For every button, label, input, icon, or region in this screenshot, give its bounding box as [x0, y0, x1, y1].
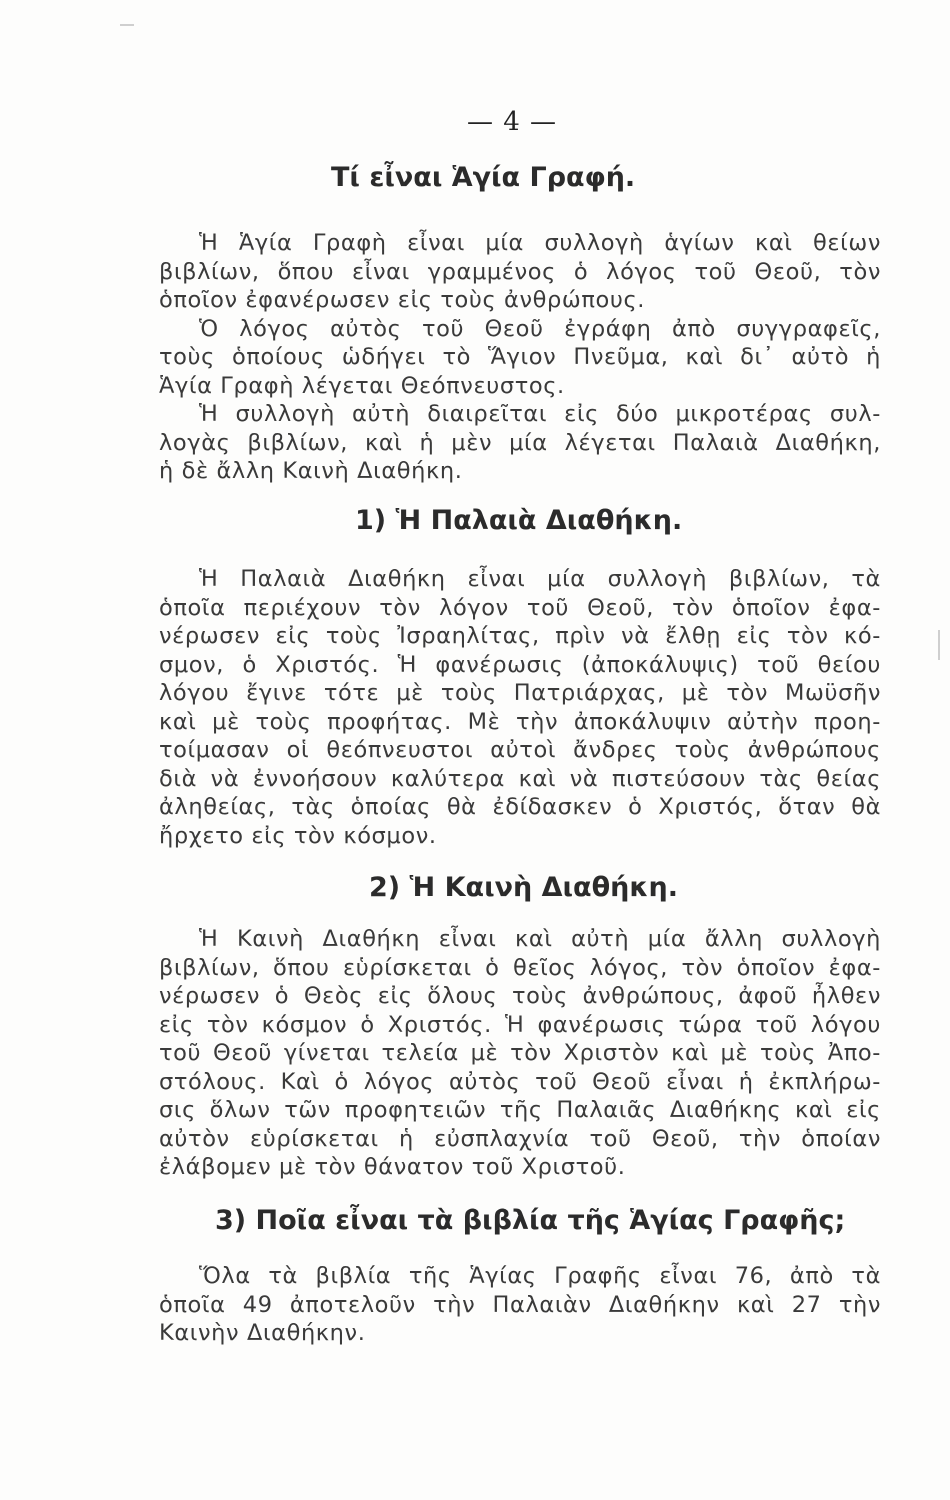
text-line: τοὺς ὁποίους ὡδήγει τὸ Ἅγιον Πνεῦμα, καὶ δι᾽ αὐτὸ ἡ — [159, 344, 881, 370]
text-line: τοῦ Θεοῦ γίνεται τελεία μὲ τὸν Χριστὸν καὶ μὲ τοὺς Ἀπο- — [159, 1040, 881, 1066]
intro-paragraph — [159, 229, 881, 486]
text-line: στόλους. Καὶ ὁ λόγος αὐτὸς τοῦ Θεοῦ εἶναι ἡ ἐκπλήρω- — [159, 1068, 881, 1095]
section-heading-old-testament: 1) Ἡ Παλαιὰ Διαθήκη. — [355, 505, 683, 536]
page-title: Τί εἶναι Ἁγία Γραφή. — [331, 162, 636, 193]
section-heading-new-testament: 2) Ἡ Καινὴ Διαθήκη. — [369, 872, 679, 903]
text-line: νέρωσεν ὁ Θεὸς εἰς ὅλους τοὺς ἀνθρώπους, ἀφοῦ ἦλθεν — [159, 983, 881, 1009]
text-line: Ὁ λόγος αὐτὸς τοῦ Θεοῦ ἐγράφη ἀπὸ συγγραφεῖς, — [199, 315, 881, 342]
page-number: — 4 — — [466, 107, 558, 137]
text-line: Ἁγία Γραφὴ λέγεται Θεόπνευστος. — [159, 372, 565, 399]
text-line: Ἡ Ἁγία Γραφὴ εἶναι μία συλλογὴ ἁγίων καὶ θείων — [199, 230, 881, 256]
text-line: ὁποῖον ἐφανέρωσεν εἰς τοὺς ἀνθρώπους. — [159, 287, 646, 313]
text-line: βιβλίων, ὅπου εὑρίσκεται ὁ θεῖος λόγος, τὸν ὁποῖον ἐφα- — [159, 954, 881, 981]
text-line: Ἡ συλλογὴ αὐτὴ διαιρεῖται εἰς δύο μικροτέρας συλ- — [199, 401, 881, 427]
text-line: καὶ μὲ τοὺς προφήτας. Μὲ τὴν ἀποκάλυψιν αὐτὴν προη- — [159, 708, 881, 735]
text-line: σις ὅλων τῶν προφητειῶν τῆς Παλαιᾶς Διαθήκης καὶ εἰς — [159, 1097, 881, 1123]
scan-mark — [938, 630, 940, 660]
scan-mark — [120, 24, 134, 26]
section-heading-books-count: 3) Ποῖα εἶναι τὰ βιβλία τῆς Ἁγίας Γραφῆς; — [215, 1205, 846, 1236]
text-line: σμον, ὁ Χριστός. Ἡ φανέρωσις (ἀποκάλυψις) τοῦ θείου — [159, 651, 881, 678]
text-line: διὰ νὰ ἐννοήσουν καλύτερα καὶ νὰ πιστεύσουν τὰς θείας — [159, 765, 881, 792]
text-line: ἡ δὲ ἄλλη Καινὴ Διαθήκη. — [159, 458, 463, 484]
text-line: ἀληθείας, τὰς ὁποίας θὰ ἐδίδασκεν ὁ Χριστός, ὅταν θὰ — [159, 794, 881, 820]
text-line: αὐτὸν εὑρίσκεται ἡ εὐσπλαχνία τοῦ Θεοῦ, τὴν ὁποίαν — [159, 1125, 881, 1152]
text-line: Ὅλα τὰ βιβλία τῆς Ἁγίας Γραφῆς εἶναι 76, ἀπὸ τὰ — [199, 1263, 881, 1289]
text-line: ὁποῖα περιέχουν τὸν λόγον τοῦ Θεοῦ, τὸν ὁποῖον ἐφα- — [159, 594, 881, 621]
old-testament-paragraph — [159, 565, 881, 850]
text-line: εἰς τὸν κόσμον ὁ Χριστός. Ἡ φανέρωσις τώρα τοῦ λόγου — [159, 1011, 881, 1038]
text-line: Καινὴν Διαθήκην. — [159, 1320, 366, 1346]
text-line: ὁποῖα 49 ἀποτελοῦν τὴν Παλαιὰν Διαθήκην καὶ 27 τὴν — [159, 1291, 881, 1318]
text-line: ἐλάβομεν μὲ τὸν θάνατον τοῦ Χριστοῦ. — [159, 1154, 626, 1180]
text-line: τοίμασαν οἱ θεόπνευστοι αὐτοὶ ἄνδρες τοὺς ἀνθρώπους — [159, 737, 881, 763]
text-line: νέρωσεν εἰς τοὺς Ἰσραηλίτας, πρὶν νὰ ἔλθῃ εἰς τὸν κό- — [159, 623, 881, 649]
text-line: λόγου ἔγινε τότε μὲ τοὺς Πατριάρχας, μὲ τὸν Μωϋσῆν — [159, 680, 881, 706]
text-line: ἤρχετο εἰς τὸν κόσμον. — [159, 822, 437, 849]
new-testament-paragraph — [159, 925, 881, 1182]
text-line: λογὰς βιβλίων, καὶ ἡ μὲν μία λέγεται Παλαιὰ Διαθήκη, — [159, 429, 881, 456]
text-line: βιβλίων, ὅπου εἶναι γραμμένος ὁ λόγος τοῦ Θεοῦ, τὸν — [159, 258, 881, 285]
text-line: Ἡ Παλαιὰ Διαθήκη εἶναι μία συλλογὴ βιβλίων, τὰ — [199, 566, 881, 592]
books-count-paragraph — [159, 1262, 881, 1348]
text-line: Ἡ Καινὴ Διαθήκη εἶναι καὶ αὐτὴ μία ἄλλη συλλογὴ — [199, 926, 881, 952]
